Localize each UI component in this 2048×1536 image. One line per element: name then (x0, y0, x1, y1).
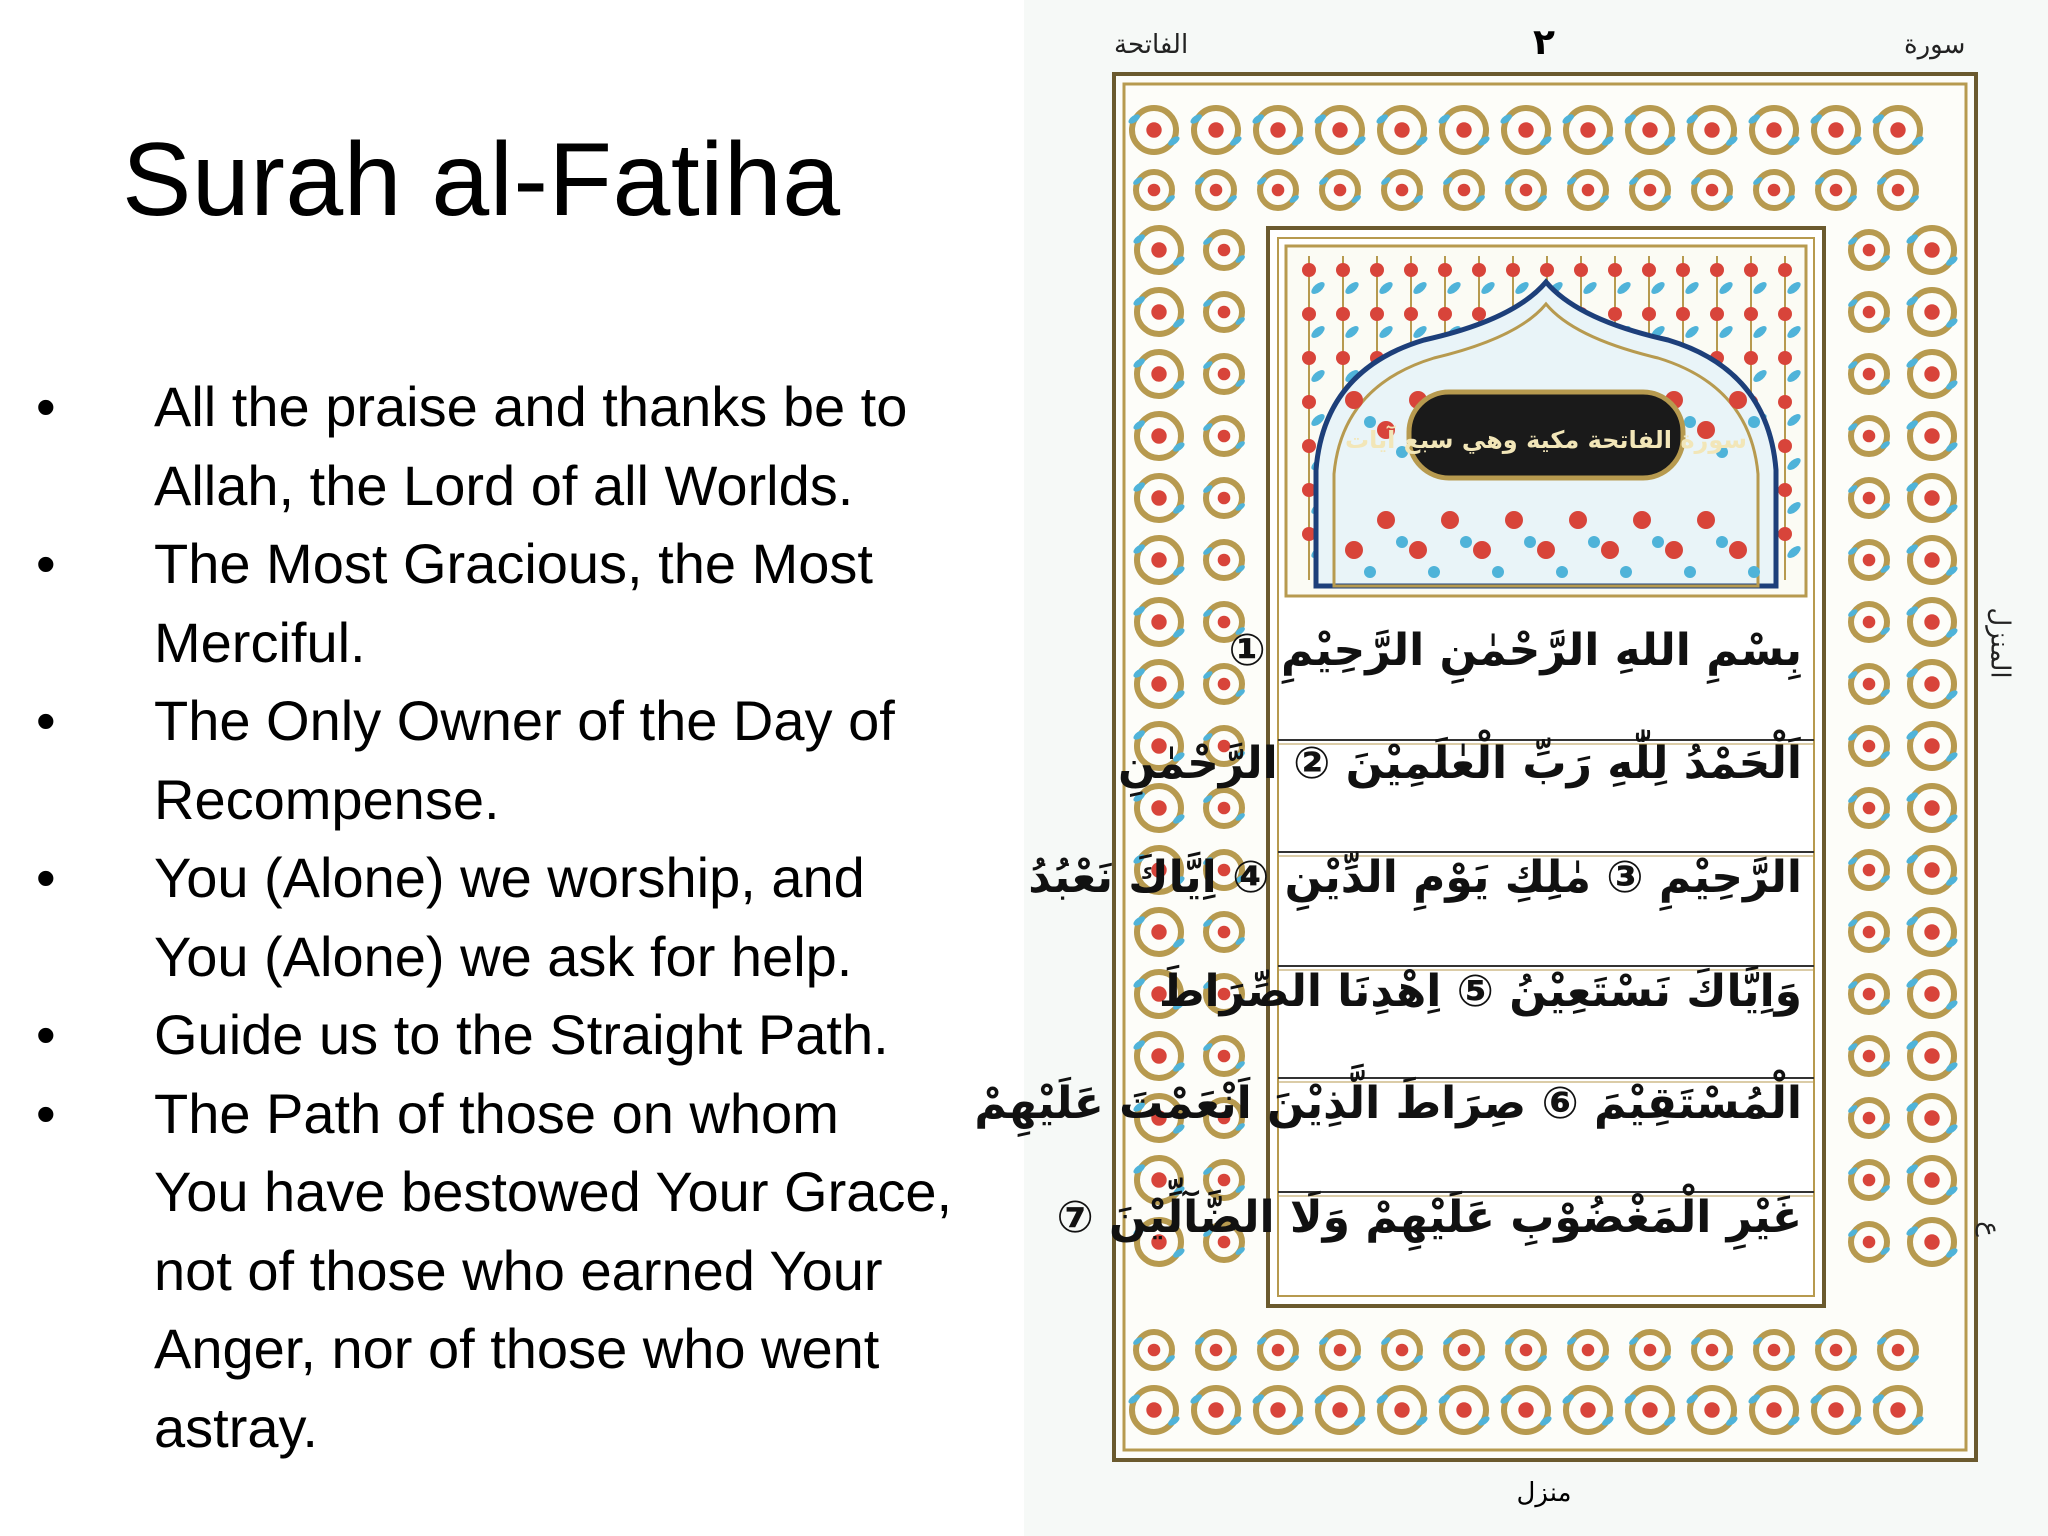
bullet-item (36, 525, 996, 682)
bullet-text-line: astray. (154, 1395, 318, 1459)
verse-line-5: الْمُسْتَقِيْمَ ⑥ صِرَاطَ الَّذِيْنَ اَنْعَمْتَ عَلَيْهِمْ (974, 1078, 1802, 1129)
bullet-text-line: The Path of those on whom (154, 1081, 839, 1145)
bullet-text-line: You (Alone) we worship, and (154, 846, 865, 909)
bullet-dot-icon: • (36, 689, 56, 752)
bullet-dot-icon: • (36, 846, 56, 909)
header-surah-name: الفاتحة (1114, 30, 1189, 60)
verses-panel (974, 610, 1810, 1300)
bullet-item (36, 368, 996, 525)
bullet-text-line: The Only Owner of the Day of (154, 689, 895, 752)
side-manzil-label: المنزل (1984, 607, 2015, 679)
verse-line-6: غَيْرِ الْمَغْضُوْبِ عَلَيْهِمْ وَلَا الضَّآلِّيْنَ ⑦ (1056, 1192, 1802, 1243)
verse-line-3: الرَّحِيْمِ ③ مٰلِكِ يَوْمِ الدِّيْنِ ④ اِيَّاكَ نَعْبُدُ (1028, 852, 1802, 903)
bullet-text-line: Merciful. (154, 610, 366, 674)
bullet-dot-icon: • (36, 1003, 56, 1066)
bullet-dot-icon: • (36, 532, 56, 595)
bullet-item (36, 839, 996, 996)
verse-line-2: اَلْحَمْدُ لِلّٰهِ رَبِّ الْعٰلَمِيْنَ ② الرَّحْمٰنِ (1117, 738, 1802, 789)
translation-bullet-list (36, 368, 996, 1467)
bullet-text-line: The Most Gracious, the Most (154, 532, 873, 595)
bullet-text-line: Guide us to the Straight Path. (154, 1003, 889, 1066)
side-ruku-mark: ع (1974, 1221, 2005, 1237)
bullet-text-line: You (Alone) we ask for help. (154, 924, 853, 988)
verse-line-4: وَاِيَّاكَ نَسْتَعِيْنُ ⑤ اِهْدِنَا الصِّرَاطَ (1158, 966, 1802, 1017)
bullet-text-line: Allah, the Lord of all Worlds. (154, 453, 854, 517)
header-surah-label: سورة (1904, 30, 1966, 60)
footer-manzil-label: منزل (1516, 1478, 1572, 1508)
bullet-item (36, 682, 996, 839)
bullet-text-line: not of those who earned Your (154, 1238, 883, 1302)
bullet-dot-icon: • (36, 1081, 56, 1145)
bullet-text-line: You have bestowed Your Grace, (154, 1160, 953, 1223)
page-number: ٢ (1533, 22, 1555, 63)
bullet-item (36, 996, 996, 1075)
bullet-text-line: All the praise and thanks be to (154, 375, 908, 438)
verse-line-1: بِسْمِ اللهِ الرَّحْمٰنِ الرَّحِيْمِ ① (1228, 625, 1802, 676)
surah-cartouche-text: سورة الفاتحة مكية وهي سبع آيات (1345, 426, 1747, 454)
bullet-dot-icon: • (36, 375, 56, 438)
quran-page-image (974, 0, 2048, 1536)
bullet-text-line: Anger, nor of those who went (154, 1317, 880, 1380)
bullet-item (36, 1075, 996, 1468)
bullet-text-line: Recompense. (154, 767, 500, 831)
slide-title: Surah al-Fatiha (122, 122, 841, 238)
